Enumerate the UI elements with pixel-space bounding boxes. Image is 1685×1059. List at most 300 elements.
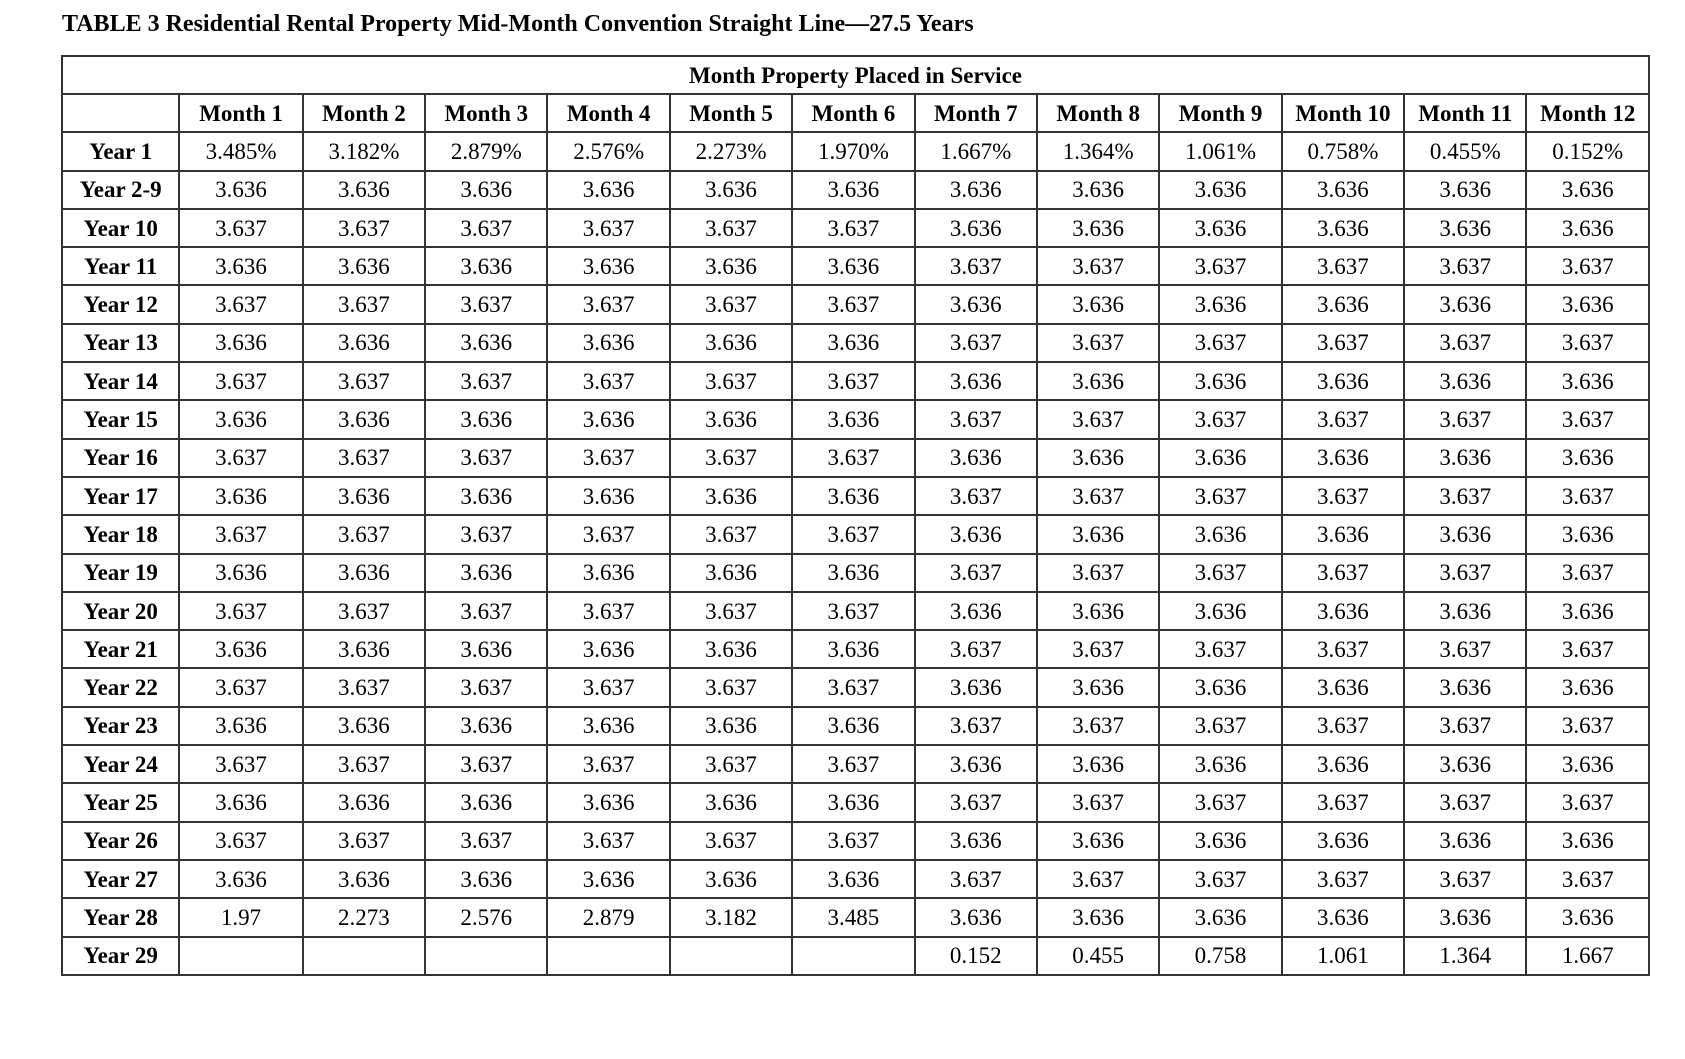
- rate-cell: [425, 937, 547, 975]
- row-label: Year 27: [62, 860, 179, 898]
- rate-cell: 3.636: [1282, 822, 1404, 860]
- rate-cell: 3.637: [1526, 400, 1649, 438]
- corner-cell: [62, 94, 179, 132]
- rate-cell: 3.636: [425, 400, 547, 438]
- column-header: Month 7: [915, 94, 1037, 132]
- rate-cell: 3.637: [792, 592, 914, 630]
- table-row: [62, 860, 1649, 898]
- column-header-row: [62, 94, 1649, 132]
- rate-cell: 3.636: [792, 400, 914, 438]
- rate-cell: 3.636: [792, 477, 914, 515]
- rate-cell: 3.636: [1526, 515, 1649, 553]
- row-label: Year 12: [62, 285, 179, 323]
- rate-cell: 3.636: [1282, 171, 1404, 209]
- rate-cell: 3.637: [1159, 783, 1281, 821]
- rate-cell: 3.637: [1159, 477, 1281, 515]
- rate-cell: 3.637: [915, 477, 1037, 515]
- rate-cell: 3.637: [303, 822, 425, 860]
- rate-cell: 3.636: [1037, 668, 1159, 706]
- rate-cell: 3.637: [1037, 860, 1159, 898]
- rate-cell: 3.637: [670, 822, 792, 860]
- row-label: Year 14: [62, 362, 179, 400]
- rate-cell: 3.636: [670, 707, 792, 745]
- rate-cell: 3.636: [1159, 898, 1281, 936]
- rate-cell: 3.637: [1037, 783, 1159, 821]
- rate-cell: 3.636: [670, 783, 792, 821]
- rate-cell: 3.637: [1526, 860, 1649, 898]
- rate-cell: 3.636: [915, 362, 1037, 400]
- rate-cell: 3.636: [1526, 209, 1649, 247]
- rate-cell: 3.637: [915, 630, 1037, 668]
- rate-cell: 3.637: [670, 285, 792, 323]
- rate-cell: 3.637: [1159, 247, 1281, 285]
- rate-cell: 3.636: [1282, 209, 1404, 247]
- row-label: Year 29: [62, 937, 179, 975]
- rate-cell: 1.061: [1282, 937, 1404, 975]
- rate-cell: 3.636: [1526, 439, 1649, 477]
- rate-cell: 3.636: [1159, 822, 1281, 860]
- rate-cell: 3.637: [425, 285, 547, 323]
- rate-cell: 3.637: [547, 592, 669, 630]
- rate-cell: 3.636: [1159, 362, 1281, 400]
- rate-cell: 1.97: [179, 898, 302, 936]
- rate-cell: 3.637: [547, 285, 669, 323]
- rate-cell: 3.637: [179, 515, 302, 553]
- column-header: Month 11: [1404, 94, 1526, 132]
- rate-cell: 1.667%: [915, 132, 1037, 170]
- rate-cell: 3.637: [425, 362, 547, 400]
- rate-cell: 3.637: [915, 860, 1037, 898]
- rate-cell: 3.636: [670, 477, 792, 515]
- rate-cell: 3.636: [547, 400, 669, 438]
- rate-cell: 3.182%: [303, 132, 425, 170]
- table-row: [62, 362, 1649, 400]
- rate-cell: 3.637: [1404, 324, 1526, 362]
- column-header: Month 12: [1526, 94, 1649, 132]
- rate-cell: 3.637: [1282, 630, 1404, 668]
- rate-cell: 3.637: [547, 362, 669, 400]
- table-row: [62, 247, 1649, 285]
- table-row: [62, 515, 1649, 553]
- rate-cell: 3.636: [1282, 745, 1404, 783]
- rate-cell: 3.637: [670, 439, 792, 477]
- rate-cell: 3.636: [1159, 171, 1281, 209]
- rate-cell: 3.637: [179, 745, 302, 783]
- rate-cell: 3.636: [670, 400, 792, 438]
- rate-cell: 3.636: [1037, 898, 1159, 936]
- rate-cell: 3.636: [547, 477, 669, 515]
- rate-cell: 3.636: [547, 860, 669, 898]
- rate-cell: 3.637: [547, 209, 669, 247]
- column-header: Month 4: [547, 94, 669, 132]
- rate-cell: [547, 937, 669, 975]
- row-label: Year 19: [62, 554, 179, 592]
- table-row: [62, 937, 1649, 975]
- rate-cell: 3.636: [1037, 592, 1159, 630]
- rate-cell: 3.636: [1404, 668, 1526, 706]
- rate-cell: 3.636: [303, 324, 425, 362]
- rate-cell: 3.636: [179, 783, 302, 821]
- rate-cell: 3.636: [670, 247, 792, 285]
- table-row: [62, 400, 1649, 438]
- rate-cell: 3.636: [670, 630, 792, 668]
- rate-cell: 3.637: [1282, 707, 1404, 745]
- rate-cell: [179, 937, 302, 975]
- rate-cell: 3.637: [915, 247, 1037, 285]
- rate-cell: 3.637: [915, 324, 1037, 362]
- rate-cell: 3.636: [1037, 822, 1159, 860]
- rate-cell: 3.637: [303, 285, 425, 323]
- rate-cell: 2.879: [547, 898, 669, 936]
- rate-cell: 3.636: [915, 822, 1037, 860]
- rate-cell: 3.637: [1404, 477, 1526, 515]
- rate-cell: 3.637: [303, 592, 425, 630]
- rate-cell: 3.636: [792, 707, 914, 745]
- rate-cell: 3.636: [792, 860, 914, 898]
- rate-cell: 3.636: [303, 477, 425, 515]
- rate-cell: [792, 937, 914, 975]
- row-label: Year 17: [62, 477, 179, 515]
- rate-cell: 3.637: [1159, 707, 1281, 745]
- rate-cell: 0.455%: [1404, 132, 1526, 170]
- rate-cell: 3.637: [1037, 324, 1159, 362]
- rate-cell: 3.636: [915, 515, 1037, 553]
- table-row: [62, 745, 1649, 783]
- rate-cell: 3.637: [1282, 554, 1404, 592]
- column-header: Month 3: [425, 94, 547, 132]
- rate-cell: 3.636: [1404, 592, 1526, 630]
- rate-cell: 3.636: [1282, 439, 1404, 477]
- rate-cell: 3.637: [792, 745, 914, 783]
- rate-cell: 3.636: [425, 707, 547, 745]
- rate-cell: 3.637: [547, 515, 669, 553]
- rate-cell: 3.636: [1159, 515, 1281, 553]
- rate-cell: 3.636: [1037, 362, 1159, 400]
- rate-cell: 3.637: [425, 668, 547, 706]
- column-header: Month 2: [303, 94, 425, 132]
- rate-cell: 3.637: [547, 822, 669, 860]
- rate-cell: 3.636: [1404, 209, 1526, 247]
- rate-cell: 3.637: [547, 745, 669, 783]
- rate-cell: 3.637: [179, 439, 302, 477]
- rate-cell: 3.637: [425, 439, 547, 477]
- rate-cell: 3.636: [792, 783, 914, 821]
- rate-cell: 0.455: [1037, 937, 1159, 975]
- column-header: Month 1: [179, 94, 302, 132]
- rate-cell: 3.636: [303, 783, 425, 821]
- rate-cell: 3.636: [547, 630, 669, 668]
- row-label: Year 22: [62, 668, 179, 706]
- rate-cell: 3.637: [425, 515, 547, 553]
- table-row: [62, 171, 1649, 209]
- row-label: Year 18: [62, 515, 179, 553]
- rate-cell: 3.637: [1282, 400, 1404, 438]
- table-row: [62, 783, 1649, 821]
- rate-cell: 3.637: [1404, 247, 1526, 285]
- rate-cell: 3.637: [1404, 860, 1526, 898]
- rate-cell: 3.637: [1159, 324, 1281, 362]
- rate-cell: 3.637: [1159, 400, 1281, 438]
- rate-cell: 3.637: [1404, 630, 1526, 668]
- rate-cell: 3.636: [915, 668, 1037, 706]
- rate-cell: 3.636: [670, 554, 792, 592]
- rate-cell: 3.636: [547, 171, 669, 209]
- rate-cell: 3.636: [425, 554, 547, 592]
- rate-cell: 3.637: [1526, 783, 1649, 821]
- table-row: [62, 707, 1649, 745]
- rate-cell: 3.637: [1159, 630, 1281, 668]
- rate-cell: 3.636: [1404, 439, 1526, 477]
- table-row: [62, 132, 1649, 170]
- rate-cell: 3.636: [1526, 745, 1649, 783]
- table-row: [62, 209, 1649, 247]
- rate-cell: 3.636: [670, 324, 792, 362]
- column-header: Month 8: [1037, 94, 1159, 132]
- rate-cell: 3.637: [1526, 477, 1649, 515]
- rate-cell: 3.637: [915, 554, 1037, 592]
- rate-cell: 3.637: [792, 822, 914, 860]
- rate-cell: 3.637: [670, 362, 792, 400]
- table-row: [62, 554, 1649, 592]
- rate-cell: 3.636: [547, 707, 669, 745]
- rate-cell: 3.636: [425, 324, 547, 362]
- rate-cell: 3.636: [303, 707, 425, 745]
- table-row: [62, 822, 1649, 860]
- row-label: Year 25: [62, 783, 179, 821]
- rate-cell: 3.637: [1526, 554, 1649, 592]
- table-row: [62, 285, 1649, 323]
- rate-cell: 3.637: [792, 668, 914, 706]
- rate-cell: 3.636: [303, 554, 425, 592]
- rate-cell: 3.637: [792, 285, 914, 323]
- rate-cell: 3.637: [1526, 324, 1649, 362]
- rate-cell: 3.636: [179, 400, 302, 438]
- rate-cell: 3.637: [1037, 707, 1159, 745]
- column-header: Month 5: [670, 94, 792, 132]
- rate-cell: 3.636: [792, 554, 914, 592]
- rate-cell: 3.636: [1037, 209, 1159, 247]
- rate-cell: 3.636: [1282, 285, 1404, 323]
- rate-cell: 3.637: [303, 362, 425, 400]
- rate-cell: 3.637: [179, 285, 302, 323]
- rate-cell: 3.637: [303, 668, 425, 706]
- table-row: [62, 630, 1649, 668]
- rate-cell: 3.636: [547, 554, 669, 592]
- rate-cell: 3.636: [179, 707, 302, 745]
- row-label: Year 28: [62, 898, 179, 936]
- rate-cell: 3.637: [1159, 554, 1281, 592]
- rate-cell: 3.637: [179, 362, 302, 400]
- rate-cell: 1.061%: [1159, 132, 1281, 170]
- rate-cell: 3.637: [915, 400, 1037, 438]
- rate-cell: 3.637: [425, 592, 547, 630]
- rate-cell: 3.636: [1159, 285, 1281, 323]
- rate-cell: 0.758%: [1282, 132, 1404, 170]
- rate-cell: 3.636: [1037, 171, 1159, 209]
- rate-cell: 2.273: [303, 898, 425, 936]
- rate-cell: 3.637: [670, 515, 792, 553]
- rate-cell: 3.636: [1526, 362, 1649, 400]
- rate-cell: 3.637: [1282, 860, 1404, 898]
- rate-cell: 3.485%: [179, 132, 302, 170]
- rate-cell: 3.636: [915, 898, 1037, 936]
- rate-cell: 3.636: [915, 285, 1037, 323]
- table-row: [62, 324, 1649, 362]
- rate-cell: 3.637: [1159, 860, 1281, 898]
- row-label: Year 11: [62, 247, 179, 285]
- rate-cell: 3.637: [179, 668, 302, 706]
- rate-cell: 3.636: [915, 745, 1037, 783]
- rate-cell: 3.637: [1037, 477, 1159, 515]
- rate-cell: 3.636: [670, 860, 792, 898]
- rate-cell: 3.637: [303, 209, 425, 247]
- rate-cell: 3.636: [1404, 515, 1526, 553]
- rate-cell: 3.637: [792, 362, 914, 400]
- table-row: [62, 477, 1649, 515]
- rate-cell: 3.636: [792, 171, 914, 209]
- row-label: Year 24: [62, 745, 179, 783]
- rate-cell: 1.364%: [1037, 132, 1159, 170]
- rate-cell: 3.636: [1282, 515, 1404, 553]
- table-row: [62, 439, 1649, 477]
- rate-cell: 3.636: [303, 400, 425, 438]
- rate-cell: 3.636: [792, 630, 914, 668]
- rate-cell: 3.637: [179, 209, 302, 247]
- rate-cell: 3.636: [792, 324, 914, 362]
- rate-cell: 3.637: [792, 209, 914, 247]
- rate-cell: 3.637: [670, 209, 792, 247]
- rate-cell: 3.636: [425, 630, 547, 668]
- row-label: Year 23: [62, 707, 179, 745]
- rate-cell: 3.636: [915, 592, 1037, 630]
- rate-cell: 2.273%: [670, 132, 792, 170]
- rate-cell: 3.636: [1282, 668, 1404, 706]
- rate-cell: 3.637: [1282, 477, 1404, 515]
- rate-cell: 3.636: [915, 439, 1037, 477]
- rate-cell: 3.636: [1526, 898, 1649, 936]
- rate-cell: 0.152%: [1526, 132, 1649, 170]
- rate-cell: 3.636: [425, 477, 547, 515]
- rate-cell: 3.636: [1037, 439, 1159, 477]
- rate-cell: 3.637: [303, 439, 425, 477]
- rate-cell: 3.636: [915, 171, 1037, 209]
- rate-cell: 3.636: [1282, 898, 1404, 936]
- rate-cell: 3.637: [1037, 400, 1159, 438]
- rate-cell: 2.879%: [425, 132, 547, 170]
- rate-cell: 3.636: [179, 171, 302, 209]
- rate-cell: 1.364: [1404, 937, 1526, 975]
- rate-cell: 3.637: [425, 822, 547, 860]
- rate-cell: 3.636: [1526, 171, 1649, 209]
- rate-cell: 3.637: [1404, 783, 1526, 821]
- rate-cell: 3.637: [303, 745, 425, 783]
- row-label: Year 1: [62, 132, 179, 170]
- rate-cell: 3.636: [547, 247, 669, 285]
- rate-cell: 3.637: [1526, 630, 1649, 668]
- rate-cell: 3.636: [1159, 439, 1281, 477]
- rate-cell: 3.636: [670, 171, 792, 209]
- rate-cell: 3.637: [915, 707, 1037, 745]
- rate-cell: 3.636: [425, 860, 547, 898]
- rate-cell: 3.636: [1404, 745, 1526, 783]
- rate-cell: 3.637: [425, 209, 547, 247]
- rate-cell: 3.637: [1037, 554, 1159, 592]
- rate-cell: 3.636: [303, 247, 425, 285]
- rate-cell: 2.576: [425, 898, 547, 936]
- rate-cell: 3.637: [1404, 707, 1526, 745]
- rate-cell: 3.636: [425, 783, 547, 821]
- rate-cell: 3.636: [179, 860, 302, 898]
- rate-cell: 0.758: [1159, 937, 1281, 975]
- rate-cell: 3.637: [1404, 554, 1526, 592]
- rate-cell: 3.637: [670, 668, 792, 706]
- rate-cell: 3.485: [792, 898, 914, 936]
- table-body: [62, 132, 1649, 975]
- rate-cell: 3.182: [670, 898, 792, 936]
- rate-cell: 1.970%: [792, 132, 914, 170]
- rate-cell: 3.637: [1526, 707, 1649, 745]
- rate-cell: 3.636: [547, 783, 669, 821]
- rate-cell: 3.637: [547, 439, 669, 477]
- table-title: TABLE 3 Residential Rental Property Mid-Month Convention Straight Line—27.5 Years: [62, 11, 974, 37]
- rate-cell: 3.636: [1037, 515, 1159, 553]
- rate-cell: 3.637: [1282, 783, 1404, 821]
- rate-cell: 3.636: [1526, 592, 1649, 630]
- rate-cell: 3.637: [915, 783, 1037, 821]
- rate-cell: 3.636: [303, 630, 425, 668]
- rate-cell: 3.636: [1526, 285, 1649, 323]
- rate-cell: 3.636: [915, 209, 1037, 247]
- rate-cell: [670, 937, 792, 975]
- rate-cell: 3.636: [179, 554, 302, 592]
- rate-cell: 3.636: [792, 247, 914, 285]
- rate-cell: 3.636: [1037, 285, 1159, 323]
- rate-cell: 0.152: [915, 937, 1037, 975]
- rate-cell: 3.636: [1404, 285, 1526, 323]
- rate-cell: 3.636: [303, 171, 425, 209]
- rate-cell: 3.637: [303, 515, 425, 553]
- column-header: Month 10: [1282, 94, 1404, 132]
- rate-cell: 3.636: [425, 171, 547, 209]
- rate-cell: 3.636: [1159, 209, 1281, 247]
- rate-cell: 3.636: [425, 247, 547, 285]
- super-header: Month Property Placed in Service: [62, 56, 1649, 94]
- rate-cell: 3.636: [1159, 745, 1281, 783]
- rate-cell: 3.637: [179, 822, 302, 860]
- rate-cell: 3.637: [1282, 247, 1404, 285]
- rate-cell: 3.636: [1159, 668, 1281, 706]
- row-label: Year 20: [62, 592, 179, 630]
- rate-cell: 1.667: [1526, 937, 1649, 975]
- row-label: Year 16: [62, 439, 179, 477]
- row-label: Year 2-9: [62, 171, 179, 209]
- rate-cell: 3.636: [1282, 362, 1404, 400]
- rate-cell: 3.636: [179, 477, 302, 515]
- rate-cell: 3.636: [1526, 822, 1649, 860]
- row-label: Year 13: [62, 324, 179, 362]
- rate-cell: 3.637: [547, 668, 669, 706]
- row-label: Year 15: [62, 400, 179, 438]
- rate-cell: 3.636: [1404, 362, 1526, 400]
- rate-cell: 3.637: [1404, 400, 1526, 438]
- rate-cell: 3.637: [425, 745, 547, 783]
- rate-cell: 3.636: [303, 860, 425, 898]
- rate-cell: 3.636: [547, 324, 669, 362]
- row-label: Year 10: [62, 209, 179, 247]
- table-row: [62, 592, 1649, 630]
- column-header: Month 6: [792, 94, 914, 132]
- rate-cell: 3.637: [179, 592, 302, 630]
